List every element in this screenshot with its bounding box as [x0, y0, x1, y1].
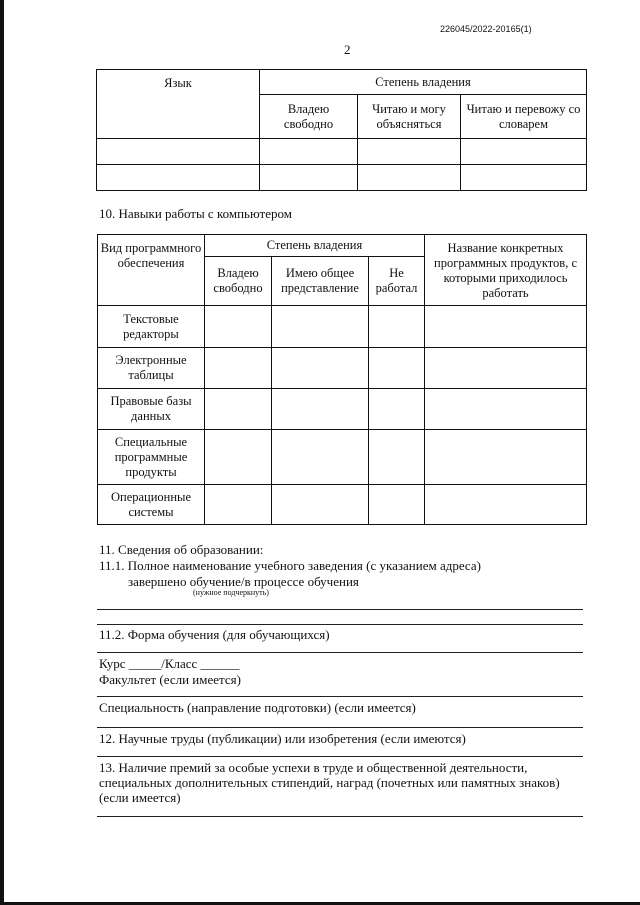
language-cell[interactable] — [358, 165, 461, 191]
skills-degree-header: Степень владения — [205, 235, 425, 257]
software-row-label: Правовые базы данных — [98, 389, 205, 430]
education-status: завершено обучение/в процессе обучения — [128, 574, 359, 589]
fill-line[interactable] — [97, 727, 583, 728]
section-11-1-label: 11.1. Полное наименование учебного заведения (с указанием адреса) — [99, 558, 481, 573]
language-sub-header: Читаю и перевожу со словарем — [461, 95, 587, 139]
skills-cell[interactable] — [272, 389, 369, 430]
skills-cell[interactable] — [369, 430, 425, 485]
computer-skills-table — [97, 234, 587, 525]
language-cell[interactable] — [97, 139, 260, 165]
skills-sub-header: Владею свободно — [205, 257, 272, 306]
language-sub-header: Читаю и могу объясняться — [358, 95, 461, 139]
section-13-line-3: (если имеется) — [99, 790, 181, 805]
fill-line[interactable] — [97, 756, 583, 757]
underline-hint: (нужное подчеркнуть) — [193, 588, 269, 597]
skills-cell[interactable] — [272, 430, 369, 485]
fill-line[interactable] — [97, 652, 583, 653]
skills-cell[interactable] — [272, 485, 369, 525]
skills-cell[interactable] — [369, 306, 425, 348]
software-row-label: Специальные программные продукты — [98, 430, 205, 485]
skills-cell[interactable] — [272, 306, 369, 348]
language-cell[interactable] — [461, 165, 587, 191]
software-products-header: Название конкретных программных продуктов, с которыми приходилось работать — [425, 235, 587, 306]
faculty-label: Факультет (если имеется) — [99, 672, 241, 687]
language-table — [96, 69, 587, 191]
section-12-title: 12. Научные труды (публикации) или изобретения (если имеются) — [99, 731, 466, 746]
skills-cell[interactable] — [425, 389, 587, 430]
language-header: Язык — [97, 70, 260, 139]
specialty-label: Специальность (направление подготовки) (если имеется) — [99, 700, 416, 715]
skills-cell[interactable] — [205, 306, 272, 348]
skills-cell[interactable] — [272, 348, 369, 389]
skills-cell[interactable] — [205, 430, 272, 485]
section-13-line-1: 13. Наличие премий за особые успехи в труде и общественной деятельности, — [99, 760, 528, 775]
software-type-header: Вид программного обеспечения — [98, 235, 205, 306]
language-cell[interactable] — [461, 139, 587, 165]
skills-cell[interactable] — [369, 485, 425, 525]
skills-cell[interactable] — [205, 389, 272, 430]
skills-cell[interactable] — [425, 485, 587, 525]
fill-line[interactable] — [97, 624, 583, 625]
software-row-label: Текстовые редакторы — [98, 306, 205, 348]
software-row-label: Операционные системы — [98, 485, 205, 525]
section-10-title: 10. Навыки работы с компьютером — [99, 206, 292, 221]
fill-line[interactable] — [97, 609, 583, 610]
skills-cell[interactable] — [205, 348, 272, 389]
language-sub-header: Владею свободно — [260, 95, 358, 139]
skills-cell[interactable] — [369, 389, 425, 430]
section-11-2-label: 11.2. Форма обучения (для обучающихся) — [99, 627, 330, 642]
document-number: 226045/2022-20165(1) — [440, 24, 532, 34]
scan-edge-left — [0, 0, 4, 905]
skills-cell[interactable] — [425, 430, 587, 485]
language-cell[interactable] — [260, 139, 358, 165]
section-13-line-2: специальных дополнительных стипендий, наград (почетных или памятных знаков) — [99, 775, 560, 790]
page-number: 2 — [344, 42, 351, 57]
skills-sub-header: Не работал — [369, 257, 425, 306]
fill-line[interactable] — [97, 696, 583, 697]
language-degree-header: Степень владения — [260, 70, 587, 95]
skills-sub-header: Имею общее представление — [272, 257, 369, 306]
course-class-field: Курс _____/Класс ______ — [99, 656, 240, 671]
section-11-title: 11. Сведения об образовании: — [99, 542, 264, 557]
skills-cell[interactable] — [425, 348, 587, 389]
language-cell[interactable] — [358, 139, 461, 165]
skills-cell[interactable] — [425, 306, 587, 348]
language-cell[interactable] — [260, 165, 358, 191]
software-row-label: Электронные таблицы — [98, 348, 205, 389]
skills-cell[interactable] — [369, 348, 425, 389]
fill-line[interactable] — [97, 816, 583, 817]
skills-cell[interactable] — [205, 485, 272, 525]
language-cell[interactable] — [97, 165, 260, 191]
